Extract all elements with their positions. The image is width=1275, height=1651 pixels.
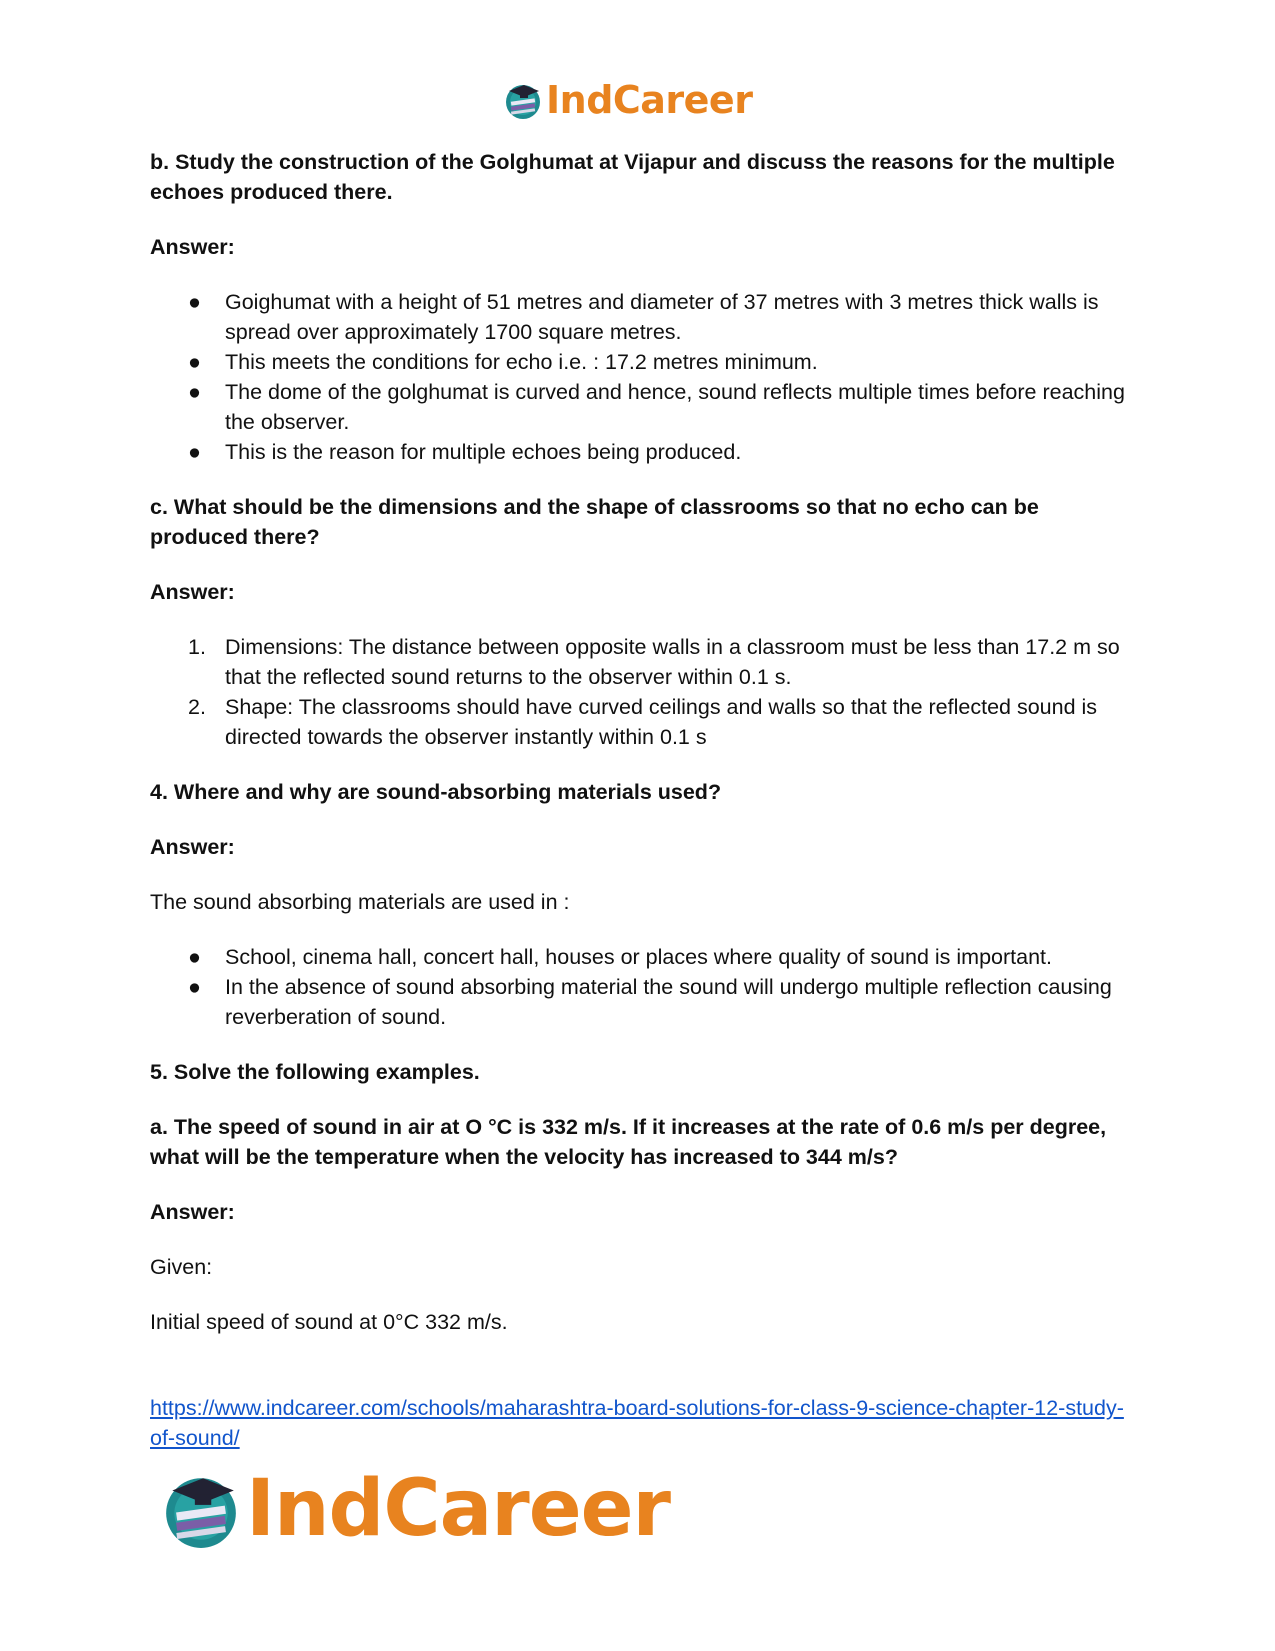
list-item — [150, 377, 1130, 437]
footer-link-block — [150, 1393, 1130, 1453]
question-heading: 5. Solve the following examples. — [150, 1060, 480, 1084]
list-item-text: In the absence of sound absorbing material the sound will undergo multiple reflection causing reverberation of sound. — [225, 975, 1112, 1029]
bullet-icon: ● — [188, 350, 201, 374]
document-body — [150, 147, 1130, 1337]
list-item — [150, 347, 1130, 377]
numbered-list — [150, 632, 1130, 752]
list-item — [150, 692, 1130, 752]
bullet-list — [150, 942, 1130, 1032]
source-link[interactable]: https://www.indcareer.com/schools/maharashtra-board-solutions-for-class-9-science-chapter-12-study-of-sound/ — [150, 1396, 1124, 1450]
list-item-text: School, cinema hall, concert hall, houses or places where quality of sound is important. — [225, 945, 1052, 969]
list-item — [150, 287, 1130, 347]
list-item-text: Shape: The classrooms should have curved ceilings and walls so that the reflected sound is directed towards the observer instantly within 0.1 s — [225, 695, 1098, 749]
question-heading: 4. Where and why are sound-absorbing materials used? — [150, 780, 722, 804]
brand-name: IndCareer — [246, 1464, 670, 1554]
list-item-text: Dimensions: The distance between opposite walls in a classroom must be less than 17.2 m so that the reflected sound returns to the observer within 0.1 s. — [225, 635, 1120, 689]
bullet-icon: ● — [188, 975, 201, 999]
header-logo — [503, 78, 752, 122]
list-item-text: The dome of the golghumat is curved and hence, sound reflects multiple times before reaching the observer. — [225, 380, 1125, 434]
answer-label: Answer: — [150, 835, 235, 859]
graduation-cap-book-globe-icon — [503, 80, 543, 120]
list-item — [150, 972, 1130, 1032]
list-item — [150, 632, 1130, 692]
paragraph: The sound absorbing materials are used in : — [150, 890, 570, 914]
bullet-list — [150, 287, 1130, 467]
bullet-icon: ● — [188, 380, 201, 404]
question-heading: c. What should be the dimensions and the shape of classrooms so that no echo can be produced there? — [150, 495, 1039, 549]
bullet-icon: ● — [188, 290, 201, 314]
answer-label: Answer: — [150, 580, 235, 604]
brand-name: IndCareer — [546, 78, 753, 122]
list-item — [150, 437, 1130, 467]
question-heading: a. The speed of sound in air at O °C is 332 m/s. If it increases at the rate of 0.6 m/s per degree, what will be the temperature when the velocity has increased to 344 m/s? — [150, 1115, 1107, 1169]
bullet-icon: ● — [188, 440, 201, 464]
bullet-icon: ● — [188, 945, 201, 969]
list-item-text: This meets the conditions for echo i.e. : 17.2 metres minimum. — [225, 350, 818, 374]
list-item-text: Goighumat with a height of 51 metres and diameter of 37 metres with 3 metres thick walls is spread over approximately 1700 square metres. — [225, 290, 1099, 344]
footer-logo — [160, 1464, 670, 1554]
question-heading: b. Study the construction of the Golghumat at Vijapur and discuss the reasons for the multiple echoes produced there. — [150, 150, 1115, 204]
list-item-text: This is the reason for multiple echoes being produced. — [225, 440, 742, 464]
answer-label: Answer: — [150, 235, 235, 259]
list-number: 1. — [188, 635, 206, 659]
answer-label: Answer: — [150, 1200, 235, 1224]
list-number: 2. — [188, 695, 206, 719]
list-item — [150, 942, 1130, 972]
paragraph: Initial speed of sound at 0°C 332 m/s. — [150, 1310, 508, 1334]
graduation-cap-book-globe-icon — [160, 1468, 242, 1550]
paragraph: Given: — [150, 1255, 213, 1279]
